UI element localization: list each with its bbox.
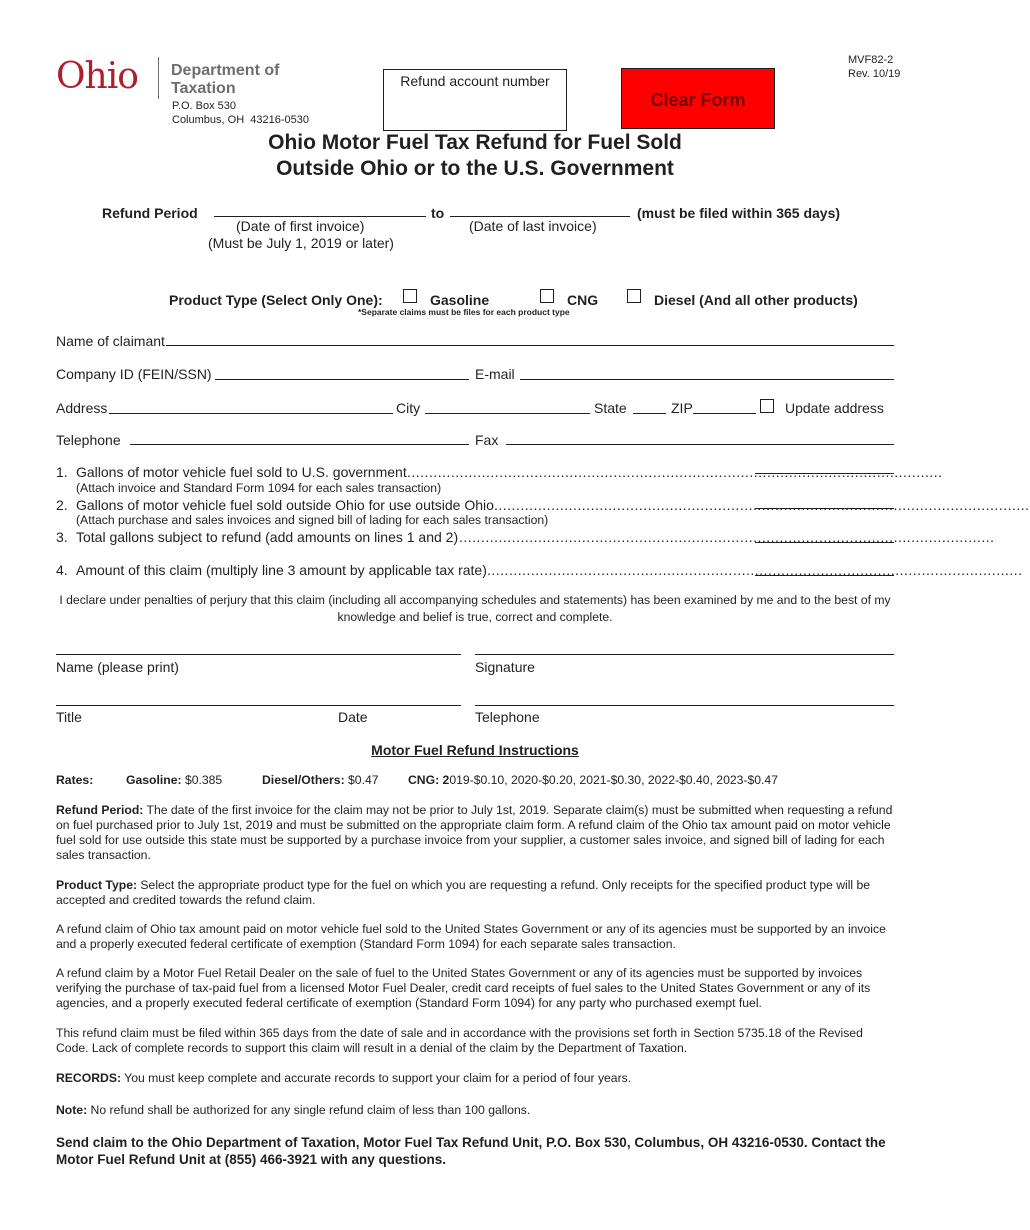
line-2-amount-field[interactable] (755, 508, 894, 509)
cng-rate (408, 773, 778, 787)
form-number: MVF82-2 (848, 54, 894, 66)
retail-dealer-paragraph: A refund claim by a Motor Fuel Retail Dealer on the sale of fuel to the United States Government or any of its agencies must be supported by invoices verifying the purchase of tax-paid fuel from a licensed Motor Fuel Dealer, credit card receipts of fuel sales to the United States Government or any of its agencies, and a properly executed federal certificate of exemption (Standard Form 1094) for any party who purchased exempt fuel. (56, 966, 871, 1010)
state-field[interactable] (633, 413, 666, 414)
refund-account-label: Refund account number (400, 73, 550, 89)
logo-divider (158, 57, 159, 99)
gasoline-rate-value: $0.385 (184, 773, 223, 787)
refund-account-box[interactable] (383, 69, 567, 131)
claimant-field[interactable] (166, 345, 894, 346)
product-type-label: Product Type (Select Only One): (169, 292, 383, 308)
note-paragraph (56, 1103, 894, 1118)
line-4-amount-field[interactable] (755, 575, 894, 576)
diesel-rate-value: $0.47 (348, 773, 379, 787)
signer-telephone-label: Telephone (475, 709, 540, 725)
email-label: E-mail (475, 366, 515, 382)
line-3-number: 3. (56, 529, 68, 545)
email-field[interactable] (520, 379, 894, 380)
diesel-rate-label: Diesel/Others: (262, 773, 345, 787)
line-1-leader: .......................................................................................................................... (407, 464, 943, 480)
refund-period-paragraph (56, 803, 894, 863)
line-2-number: 2. (56, 497, 68, 513)
diesel-label: Diesel (And all other products) (654, 292, 858, 308)
clear-form-button[interactable] (621, 68, 775, 129)
line-3-leader: .......................................................................................................................... (459, 529, 995, 545)
name-label: Name (please print) (56, 659, 179, 675)
signature-label: Signature (475, 659, 535, 675)
update-address-checkbox[interactable] (760, 399, 774, 413)
title-date-field[interactable] (56, 705, 461, 706)
refund-period-label: Refund Period (102, 205, 198, 221)
note-paragraph-text: No refund shall be authorized for any single refund claim of less than 100 gallons. (87, 1103, 531, 1117)
dept-city: Columbus, OH 43216-0530 (172, 114, 309, 126)
first-invoice-caption: (Date of first invoice) (236, 218, 365, 234)
ohio-logo (56, 56, 138, 97)
line-4-text: Amount of this claim (multiply line 3 amount by applicable tax rate) (76, 562, 487, 578)
signer-telephone-field[interactable] (475, 705, 894, 706)
form-revision: Rev. 10/19 (848, 68, 901, 80)
diesel-rate (262, 773, 379, 787)
clear-form-label: Clear Form (650, 90, 746, 110)
line-1-number: 1. (56, 464, 68, 480)
gasoline-checkbox[interactable] (403, 289, 417, 303)
page-title (0, 130, 950, 182)
line-1-sub: (Attach invoice and Standard Form 1094 for each sales transaction) (76, 481, 442, 495)
refund-period-note: (must be filed within 365 days) (637, 205, 841, 221)
first-invoice-date-field[interactable] (214, 216, 426, 217)
line-4-number: 4. (56, 562, 68, 578)
dept-address (172, 99, 309, 127)
telephone-field[interactable] (130, 444, 469, 445)
rates-row (56, 773, 894, 789)
line-2-leader: .......................................................................................................................... (494, 497, 1030, 513)
product-type-note: *Separate claims must be files for each product type (358, 307, 570, 317)
address-field[interactable] (109, 413, 393, 414)
telephone-label: Telephone (56, 432, 121, 448)
state-label: State (594, 400, 627, 416)
instructions-heading: Motor Fuel Refund Instructions (371, 742, 579, 758)
records-paragraph-title: RECORDS: (56, 1071, 122, 1085)
signature-field[interactable] (475, 654, 894, 655)
gasoline-label: Gasoline (430, 292, 490, 308)
po-box: P.O. Box 530 (172, 100, 237, 112)
city-label: City (396, 400, 421, 416)
product-type-paragraph (56, 878, 894, 908)
city-field[interactable] (425, 413, 590, 414)
title-line1: Ohio Motor Fuel Tax Refund for Fuel Sold (268, 131, 682, 154)
line-2-sub: (Attach purchase and sales invoices and signed bill of lading for each sales transaction) (76, 513, 549, 527)
refund-period-paragraph-text: The date of the first invoice for the claim may not be prior to July 1st, 2019. Separate claim(s) must be submitted when requesting a refund on fuel purchased prior to July 1st, 2019 and must be submitted on the appropriate claim form. A refund claim of the Ohio tax amount paid on motor vehicle fuel sold for use outside this state must be supported by a purchase invoice from your supplier, a customer sales invoice, and signed bill of lading for each sales transaction. (56, 803, 893, 862)
title-line2: Outside Ohio or to the U.S. Government (276, 157, 674, 180)
first-invoice-caption2: (Must be July 1, 2019 or later) (208, 235, 394, 251)
rates-label: Rates: (56, 773, 94, 787)
cng-rate-values: 019-$0.10, 2020-$0.20, 2021-$0.30, 2022-$0.40, 2023-$0.47 (449, 773, 778, 787)
update-address-label: Update address (785, 400, 884, 416)
zip-field[interactable] (693, 413, 756, 414)
line-1-text: Gallons of motor vehicle fuel sold to U.S. government (76, 464, 407, 480)
cng-checkbox[interactable] (540, 289, 554, 303)
refund-period-to: to (431, 205, 445, 221)
address-label: Address (56, 400, 108, 416)
declaration: I declare under penalties of perjury that this claim (including all accompanying schedules and statements) has been examined by me and to the best of my knowledge and belief is true, correct and complete. (59, 593, 891, 624)
fax-field[interactable] (506, 444, 894, 445)
company-id-field[interactable] (215, 379, 469, 380)
zip-label: ZIP (671, 400, 693, 416)
filing-deadline-paragraph: This refund claim must be filed within 365 days from the date of sale and in accordance with the provisions set forth in Section 5735.18 of the Revised Code. Lack of complete records to support this claim will result in a denial of the claim by the Department of Taxation. (56, 1026, 863, 1055)
name-field[interactable] (56, 654, 461, 655)
diesel-checkbox[interactable] (627, 289, 641, 303)
line-4-leader: .......................................................................................................................... (487, 562, 1023, 578)
cng-rate-label: CNG: 2 (408, 773, 450, 787)
last-invoice-date-field[interactable] (450, 216, 630, 217)
product-type-paragraph-text: Select the appropriate product type for the fuel on which you are requesting a refund. Only receipts for the specified product type will be accepted and credited towards the refund claim. (56, 878, 871, 907)
line-2-text: Gallons of motor vehicle fuel sold outside Ohio for use outside Ohio (76, 497, 494, 513)
refund-period-paragraph-title: Refund Period: (56, 803, 144, 817)
title-label: Title (56, 709, 82, 725)
note-paragraph-title: Note: (56, 1103, 88, 1117)
claimant-label: Name of claimant (56, 333, 165, 349)
company-id-label: Company ID (FEIN/SSN) (56, 366, 212, 382)
gasoline-rate-label: Gasoline: (126, 773, 182, 787)
fax-label: Fax (475, 432, 499, 448)
gasoline-rate (126, 773, 222, 787)
us-government-paragraph: A refund claim of Ohio tax amount paid on motor vehicle fuel sold to the United States Government or any of its agencies must be supported by an invoice and a properly executed federal certificate of exemption (Standard Form 1094) for each separate sales transaction. (56, 922, 886, 951)
cng-label: CNG (567, 292, 599, 308)
ohio-logo-text: Ohio (56, 56, 138, 97)
line-3-text: Total gallons subject to refund (add amounts on lines 1 and 2) (76, 529, 459, 545)
records-paragraph-text: You must keep complete and accurate records to support your claim for a period of four years. (121, 1071, 632, 1085)
dept-line2: Taxation (171, 80, 236, 97)
form-id (848, 53, 900, 81)
send-claim-paragraph: Send claim to the Ohio Department of Taxation, Motor Fuel Tax Refund Unit, P.O. Box 530, Columbus, OH 43216-0530. Contact the Motor Fuel Refund Unit at (855) 466-3921 with any questions. (56, 1135, 886, 1167)
last-invoice-caption: (Date of last invoice) (469, 218, 597, 234)
dept-line1: Department of (171, 62, 280, 79)
dept-name (171, 62, 279, 98)
line-1-amount-field[interactable] (755, 473, 894, 474)
records-paragraph (56, 1071, 894, 1086)
date-label: Date (338, 709, 368, 725)
line-3-amount-field[interactable] (755, 542, 894, 543)
product-type-paragraph-title: Product Type: (56, 878, 138, 892)
